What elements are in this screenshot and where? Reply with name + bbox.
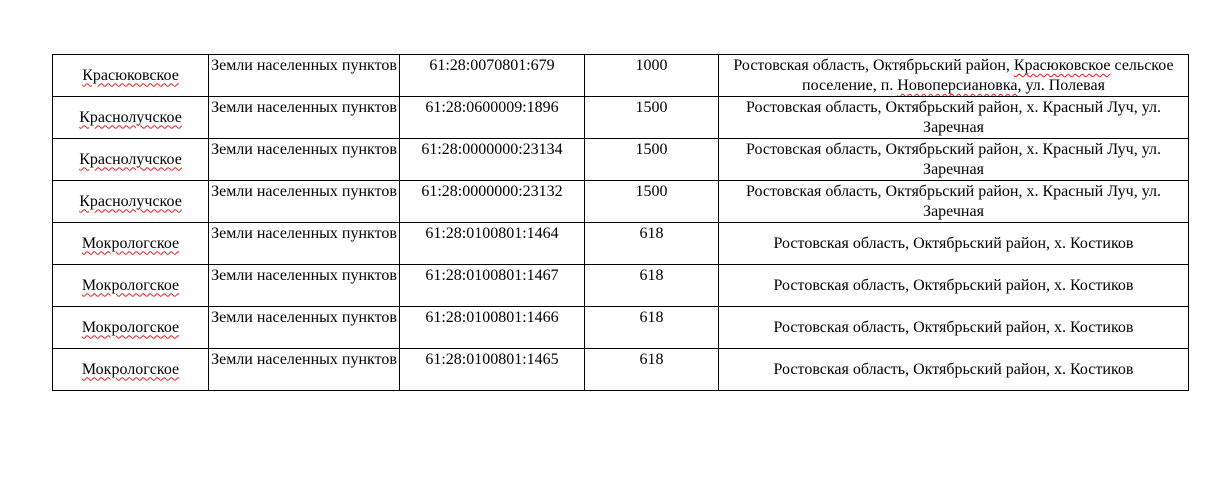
- area-cell: [585, 307, 719, 349]
- settlement-text: Мокрологское: [81, 318, 180, 336]
- address-cell: [719, 55, 1189, 97]
- area-text: 1500: [635, 183, 668, 200]
- settlement-cell: [53, 97, 209, 139]
- land-category-text: Земли населенных пунктов: [211, 225, 397, 242]
- cadastral-number-cell: [400, 139, 585, 181]
- area-text: 1500: [635, 99, 668, 116]
- land-category-cell: [209, 265, 400, 307]
- table-body: [53, 55, 1189, 391]
- land-category-cell: [209, 307, 400, 349]
- land-category-text: Земли населенных пунктов: [211, 267, 397, 284]
- settlement-text: Мокрологское: [81, 234, 180, 252]
- settlement-text: Краснолучское: [79, 150, 182, 168]
- address-text: , ул. Полевая: [1017, 77, 1105, 94]
- cadastral-number-cell: [400, 265, 585, 307]
- settlement-cell: [53, 223, 209, 265]
- cadastral-number-cell: [400, 223, 585, 265]
- area-cell: [585, 97, 719, 139]
- land-category-text: Земли населенных пунктов: [211, 57, 397, 74]
- land-category-text: Земли населенных пунктов: [211, 351, 397, 368]
- address-cell: [719, 265, 1189, 307]
- land-category-cell: [209, 139, 400, 181]
- area-cell: [585, 349, 719, 391]
- address-text: Красюковское: [1013, 57, 1111, 74]
- settlement-text: Красюковское: [82, 66, 179, 84]
- address-text: Ростовская область, Октябрьский район, х. Костиков: [773, 276, 1134, 294]
- settlement-cell: [53, 139, 209, 181]
- table-row: [53, 139, 1189, 181]
- land-category-cell: [209, 349, 400, 391]
- area-text: 618: [639, 309, 664, 326]
- cadastral-number-cell: [400, 55, 585, 97]
- table-row: [53, 97, 1189, 139]
- area-text: 618: [639, 225, 664, 242]
- area-text: 1000: [635, 57, 668, 74]
- area-cell: [585, 223, 719, 265]
- land-category-cell: [209, 55, 400, 97]
- land-category-cell: [209, 97, 400, 139]
- table-row: [53, 223, 1189, 265]
- cadastral-number-cell: [400, 349, 585, 391]
- settlement-cell: [53, 55, 209, 97]
- area-text: 1500: [635, 141, 668, 158]
- address-cell: [719, 139, 1189, 181]
- cadastral-number-text: 61:28:0100801:1464: [425, 225, 559, 242]
- cadastral-number-text: 61:28:0000000:23132: [421, 183, 563, 200]
- area-cell: [585, 181, 719, 223]
- address-text: Ростовская область, Октябрьский район, х. Костиков: [773, 360, 1134, 378]
- settlement-cell: [53, 181, 209, 223]
- land-category-cell: [209, 223, 400, 265]
- address-cell: [719, 349, 1189, 391]
- area-cell: [585, 55, 719, 97]
- cadastral-number-text: 61:28:0600009:1896: [425, 99, 559, 116]
- settlement-cell: [53, 265, 209, 307]
- cadastral-number-text: 61:28:0000000:23134: [421, 141, 563, 158]
- cadastral-number-text: 61:28:0070801:679: [429, 57, 555, 74]
- address-text: Новоперсиановка: [897, 77, 1018, 94]
- cadastral-number-text: 61:28:0100801:1467: [425, 267, 559, 284]
- settlement-text: Мокрологское: [81, 360, 180, 378]
- settlement-cell: [53, 349, 209, 391]
- land-category-text: Земли населенных пунктов: [211, 99, 397, 116]
- settlement-text: Краснолучское: [79, 192, 182, 210]
- address-text: Ростовская область, Октябрьский район, х. Костиков: [773, 318, 1134, 336]
- cadastral-number-text: 61:28:0100801:1465: [425, 351, 559, 368]
- land-category-text: Земли населенных пунктов: [211, 141, 397, 158]
- settlement-text: Мокрологское: [81, 276, 180, 294]
- address-cell: [719, 223, 1189, 265]
- address-cell: [719, 307, 1189, 349]
- address-cell: [719, 97, 1189, 139]
- address-text: Ростовская область, Октябрьский район, х. Красный Луч, ул. Заречная: [745, 183, 1161, 220]
- address-text: сельское поселение, п.: [802, 57, 1174, 94]
- address-text: Ростовская область, Октябрьский район, х. Красный Луч, ул. Заречная: [745, 141, 1161, 178]
- area-text: 618: [639, 351, 664, 368]
- table-row: [53, 55, 1189, 97]
- cadastral-number-cell: [400, 97, 585, 139]
- cadastral-number-cell: [400, 307, 585, 349]
- land-plots-table: [52, 54, 1189, 391]
- land-category-text: Земли населенных пунктов: [211, 309, 397, 326]
- table-row: [53, 265, 1189, 307]
- table-row: [53, 349, 1189, 391]
- address-text: Ростовская область, Октябрьский район,: [733, 57, 1014, 74]
- address-text: Ростовская область, Октябрьский район, х. Красный Луч, ул. Заречная: [745, 99, 1161, 136]
- cadastral-number-text: 61:28:0100801:1466: [425, 309, 559, 326]
- settlement-text: Краснолучское: [79, 108, 182, 126]
- address-text: Ростовская область, Октябрьский район, х. Костиков: [773, 234, 1134, 252]
- cadastral-number-cell: [400, 181, 585, 223]
- land-category-cell: [209, 181, 400, 223]
- area-text: 618: [639, 267, 664, 284]
- settlement-cell: [53, 307, 209, 349]
- table-row: [53, 307, 1189, 349]
- land-category-text: Земли населенных пунктов: [211, 183, 397, 200]
- table-row: [53, 181, 1189, 223]
- area-cell: [585, 139, 719, 181]
- address-cell: [719, 181, 1189, 223]
- area-cell: [585, 265, 719, 307]
